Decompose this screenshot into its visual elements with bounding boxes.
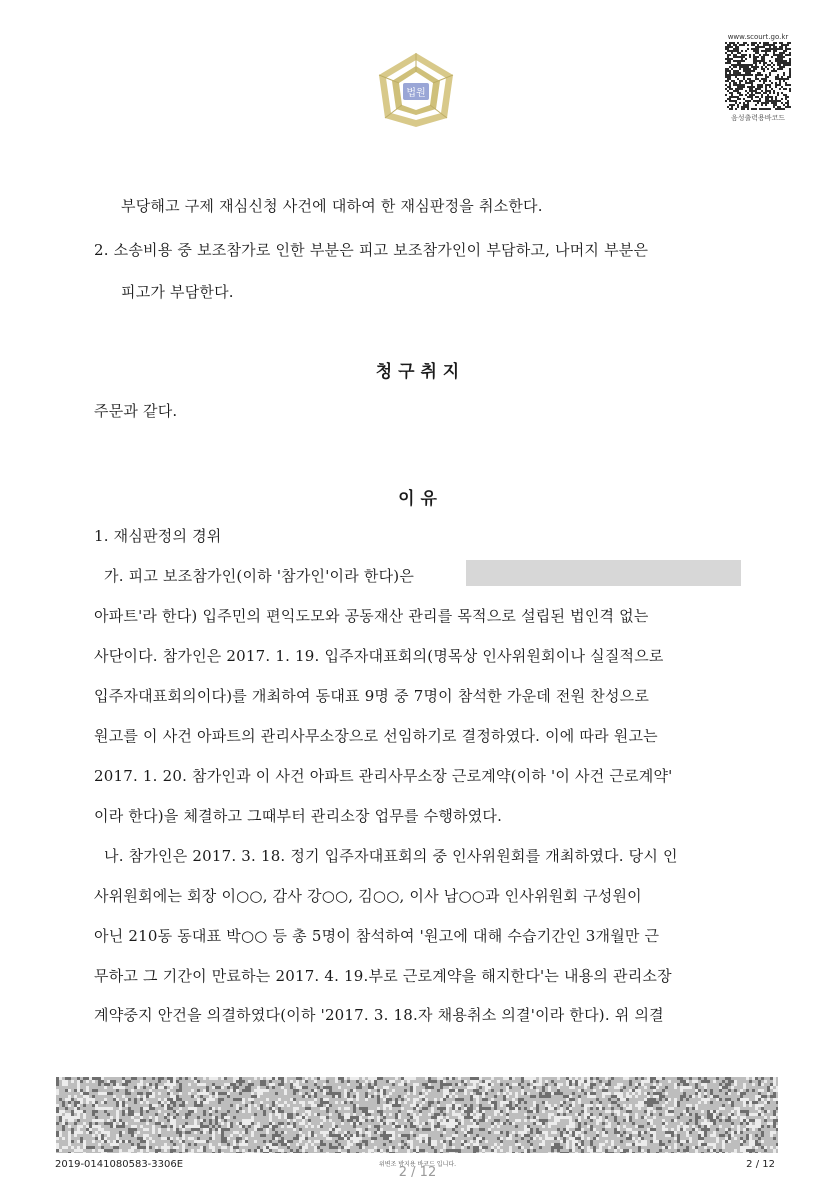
body-line-2: 2. 소송비용 중 보조참가로 인한 부분은 피고 보조참가인이 부담하고, 나머지 부분은: [94, 241, 649, 259]
para-na-line-5: 계약중지 안건을 의결하였다(이하 '2017. 3. 18.자 채용취소 의결'이라 한다). 위 의결: [94, 1006, 664, 1024]
claim-text: 주문과 같다.: [94, 402, 178, 420]
document-number: 2019-0141080583-3306E: [55, 1159, 184, 1170]
para-ga-line-6: 2017. 1. 20. 참가인과 이 사건 아파트 관리사무소장 근로계약(이하 '이 사건 근로계약': [94, 767, 673, 785]
redaction-box: [466, 560, 741, 586]
body-line-1: 부당해고 구제 재심신청 사건에 대하여 한 재심판정을 취소한다.: [121, 197, 543, 215]
para-na-line-3: 아닌 210동 동대표 박○○ 등 총 5명이 참석하여 '원고에 대해 수습기간인 3개월만 근: [94, 927, 660, 945]
barcode-note: 위변조 방지용 바코드 입니다.: [378, 1161, 457, 1168]
para-ga-line-3: 사단이다. 참가인은 2017. 1. 19. 입주자대표회의(명목상 인사위원회이나 실질적으로: [94, 647, 664, 665]
section-title: 1. 재심판정의 경위: [94, 527, 222, 545]
para-ga-line-2: 아파트'라 한다) 입주민의 편익도모와 공동재산 관리를 목적으로 설립된 법인격 없는: [94, 607, 649, 625]
emblem-label: 법원: [406, 88, 426, 99]
para-ga-line-5: 원고를 이 사건 아파트의 관리사무소장으로 선임하기로 결정하였다. 이에 따라 원고는: [94, 727, 658, 745]
para-ga-line-1: 가. 피고 보조참가인(이하 '참가인'이라 한다)은: [104, 567, 415, 585]
anti-forgery-barcode: [56, 1077, 778, 1153]
qr-url: www.scourt.go.kr: [727, 33, 789, 41]
para-na-line-1: 나. 참가인은 2017. 3. 18. 정기 입주자대표회의 중 인사위원회를 개최하였다. 당시 인: [104, 847, 678, 865]
body-line-3: 피고가 부담한다.: [121, 283, 234, 301]
para-na-line-2: 사위원회에는 회장 이○○, 감사 강○○, 김○○, 이사 남○○과 인사위원회 구성원이: [94, 887, 642, 905]
claim-heading: 청 구 취 지: [375, 362, 460, 382]
qr-label: 음성출력용바코드: [730, 114, 786, 122]
para-ga-line-4: 입주자대표회의이다)를 개최하여 동대표 9명 중 7명이 참석한 가운데 전원 찬성으로: [94, 687, 650, 705]
reason-heading: 이 유: [398, 489, 437, 509]
para-ga-line-7: 이라 한다)을 체결하고 그때부터 관리소장 업무를 수행하였다.: [94, 807, 503, 825]
page-number: 2 / 12: [746, 1159, 775, 1170]
page-watermark: 2 / 12: [398, 1165, 437, 1180]
court-emblem: [376, 52, 456, 128]
para-na-line-4: 무하고 그 기간이 만료하는 2017. 4. 19.부로 근로계약을 해지한다'는 내용의 관리소장: [94, 967, 672, 985]
qr-code: [725, 42, 791, 110]
